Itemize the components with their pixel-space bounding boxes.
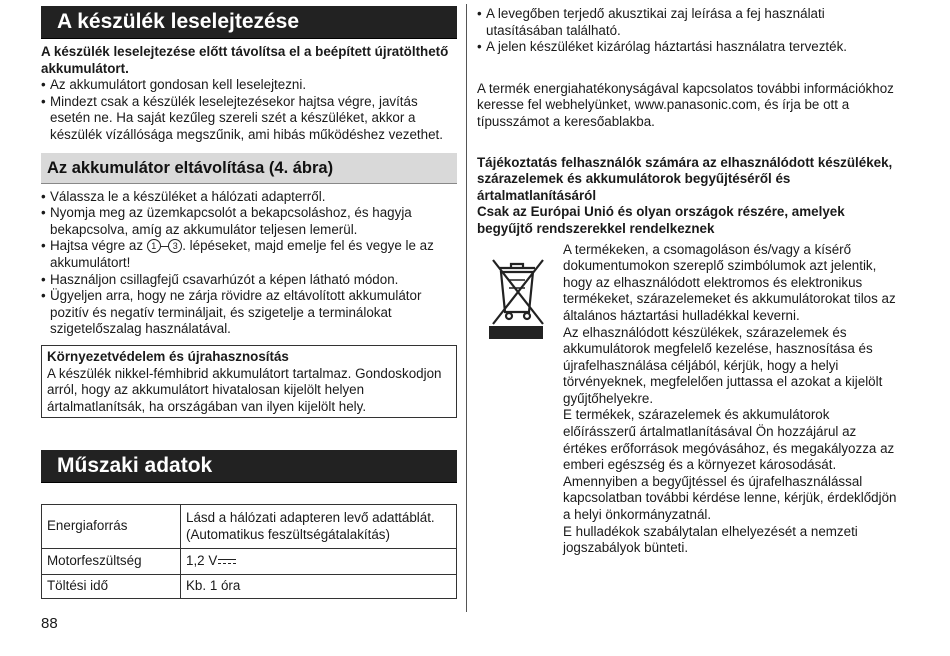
list-item: • A levegőben terjedő akusztikai zaj leírása a fej használati utasításában található. xyxy=(477,6,897,39)
specifications-table xyxy=(41,504,457,599)
list-item: • Válassza le a készüléket a hálózati adapterről. xyxy=(41,189,457,206)
spec-key: Motorfeszültség xyxy=(42,549,181,575)
crossed-out-wheelie-bin-icon xyxy=(485,246,555,346)
step-number-icon: 3 xyxy=(168,239,182,253)
list-item: • Mindezt csak a készülék leselejtezésekor hajtsa végre, javítás esetén ne. Ha saját kezűleg szereli szét a készüléket, akkor a készülék vízállósága megszűnik, ami hibás működéshez vezethet. xyxy=(41,94,457,144)
weee-paragraph: A termékeken, a csomagoláson és/vagy a kísérő dokumentumokon szereplő szimbólumok azt jelentik, hogy az elhasználódott elektromos és elektronikus termékeket, szárazelemeket és akkumulátorokat tilos az általános háztartási hulladékkal keverni. xyxy=(563,241,896,323)
weee-paragraph: E hulladékok szabálytalan elhelyezését a nemzeti jogszabályok bünteti. xyxy=(563,523,858,556)
list-item: • Ügyeljen arra, hogy ne zárja rövidre az eltávolított akkumulátor pozitív és negatív termináljait, és szigetelje a terminálokat szigetelőszalag használatával. xyxy=(41,288,457,338)
right-column xyxy=(477,6,897,557)
weee-body xyxy=(477,242,897,557)
disposal-intro: A készülék leselejtezése előtt távolítsa el a beépített újratölthető akkumulátort. xyxy=(41,44,449,76)
noise-list xyxy=(477,6,897,56)
disposal-list xyxy=(41,77,457,143)
dc-current-icon xyxy=(218,558,236,566)
table-row xyxy=(42,549,457,575)
list-item: • Nyomja meg az üzemkapcsolót a bekapcsoláshoz, és hagyja bekapcsolva, amíg az akkumulátor teljesen lemerül. xyxy=(41,205,457,238)
weee-paragraph: Amennyiben a begyűjtéssel és újrafelhasználással kapcsolatban további kérdése lenne, kérjük, érdeklődjön a helyi önkormányzatnál. xyxy=(563,473,897,523)
environment-title: Környezetvédelem és újrahasznosítás xyxy=(47,348,289,364)
list-item: • A jelen készüléket kizárólag háztartási használatra tervezték. xyxy=(477,39,897,56)
table-row xyxy=(42,505,457,549)
column-divider xyxy=(466,4,467,612)
list-item: • Az akkumulátort gondosan kell leselejtezni. xyxy=(41,77,457,94)
page-number: 88 xyxy=(41,615,58,632)
energy-efficiency-text: A termék energiahatékonyságával kapcsolatos további információkhoz keresse fel webhelyünket, www.panasonic.com, és írja be ott a típusszámot a keresőablakba. xyxy=(477,80,894,129)
environment-box xyxy=(41,345,457,418)
weee-paragraph: E termékek, szárazelemek és akkumulátorok előírásszerű ártalmatlanításával Ön hozzájárul az értékes erőforrások megóvásához, és megakályozza az emberi egészség és a környezet károsodását. xyxy=(563,407,895,473)
table-row xyxy=(42,575,457,599)
environment-text: A készülék nikkel-fémhibrid akkumulátort tartalmaz. Gondoskodjon arról, hogy az akkumulátort hivatalosan kijelölt helyen ártalmatlanítsák, ha országában van ilyen kijelölt hely. xyxy=(47,365,442,414)
spec-value: 1,2 V xyxy=(186,553,218,569)
weee-title: Tájékoztatás felhasználók számára az elhasználódott készülékek, szárazelemek és akkumulátorok begyűjtéséről és ártalmatlanításáról xyxy=(477,154,893,203)
disposal-heading: A készülék leselejtezése xyxy=(41,6,457,39)
removal-list xyxy=(41,189,457,338)
list-item: • Használjon csillagfejű csavarhúzót a képen látható módon. xyxy=(41,272,457,289)
spec-value: Kb. 1 óra xyxy=(181,575,457,599)
battery-removal-heading: Az akkumulátor eltávolítása (4. ábra) xyxy=(41,153,457,184)
spec-value: Lásd a hálózati adapteren levő adattáblát. (Automatikus feszültségátalakítás) xyxy=(181,505,457,549)
left-column xyxy=(41,6,457,599)
list-item: • Hajtsa végre az 1 – 3 . lépéseket, majd emelje fel és vegye le az akkumulátort! xyxy=(41,238,457,271)
weee-paragraph: Az elhasználódott készülékek, szárazelemek és akkumulátorok megfelelő kezelése, hasznosítása és újrafelhasználása céljából, kérjük, hogy a helyi törvényeknek, megfelelően juttassa el azokat a kijelölt gyűjtőhelyekre. xyxy=(563,324,883,406)
spec-key: Töltési idő xyxy=(42,575,181,599)
specifications-heading: Műszaki adatok xyxy=(41,450,457,483)
weee-subtitle: Csak az Európai Unió és olyan országok részére, amelyek begyűjtő rendszerekkel rendelkeznek xyxy=(477,204,845,236)
step-number-icon: 1 xyxy=(147,239,161,253)
spec-key: Energiaforrás xyxy=(42,505,181,549)
